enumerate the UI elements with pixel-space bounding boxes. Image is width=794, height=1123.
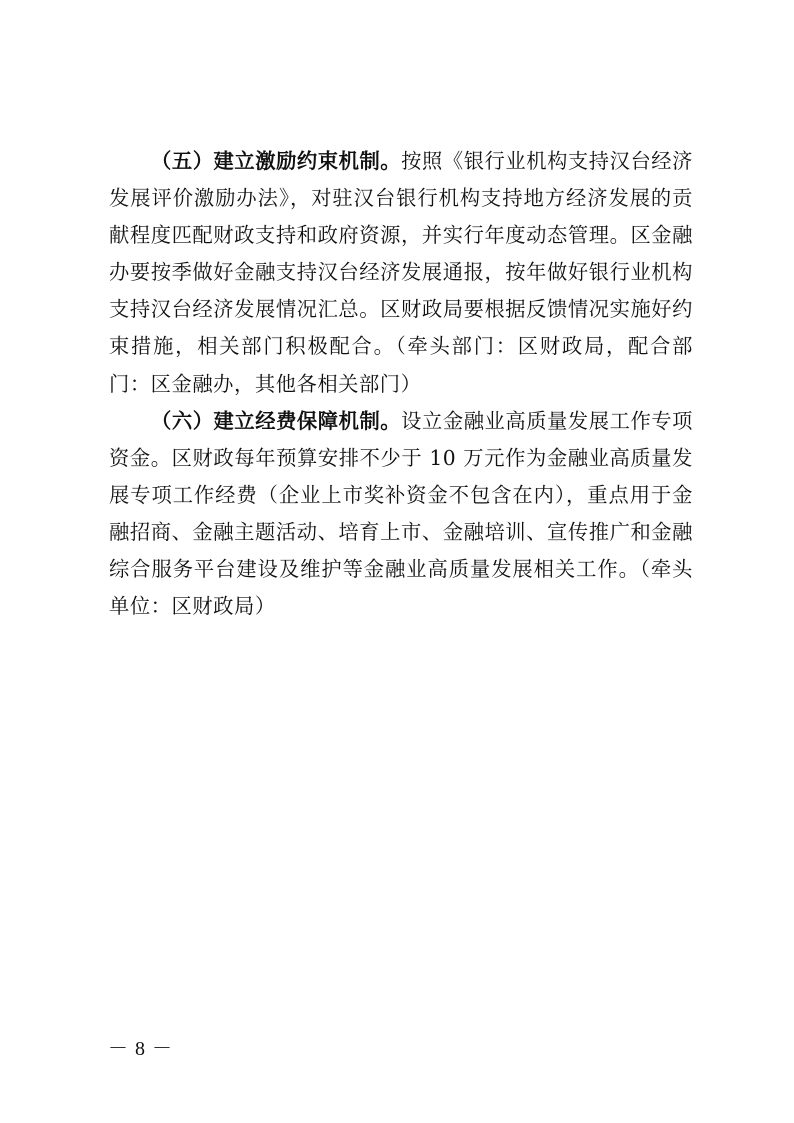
paragraph-heading: （五）建立激励约束机制。 — [151, 149, 402, 173]
paragraph-heading: （六）建立经费保障机制。 — [151, 408, 402, 433]
page-number: － 8 － — [108, 1038, 173, 1060]
paragraph-text: 设立金融业高质量发展工作专项资金。区财政每年预算安排不少于 10 万元作为金融业高质量发展专项工作经费（企业上市奖补资金不包含在内），重点用于金融招商、金融主题活动、培育上市、金融培训、宣传推广和金融综合服务平台建设及维护等金融业高质量发展相关工作。（牵头单位：区财政局） — [109, 408, 693, 619]
paragraph-text: 按照《银行业机构支持汉台经济发展评价激励办法》，对驻汉台银行机构支持地方经济发展的贡献程度匹配财政支持和政府资源，并实行年度动态管理。区金融办要按季做好金融支持汉台经济发展通报，按年做好银行业机构支持汉台经济发展情况汇总。区财政局要根据反馈情况实施好约束措施，相关部门积极配合。（牵头部门：区财政局，配合部门：区金融办，其他各相关部门） — [109, 149, 693, 396]
paragraph-incentive-mechanism — [109, 143, 693, 403]
document-body — [109, 143, 693, 625]
paragraph-funding-mechanism — [109, 403, 693, 626]
